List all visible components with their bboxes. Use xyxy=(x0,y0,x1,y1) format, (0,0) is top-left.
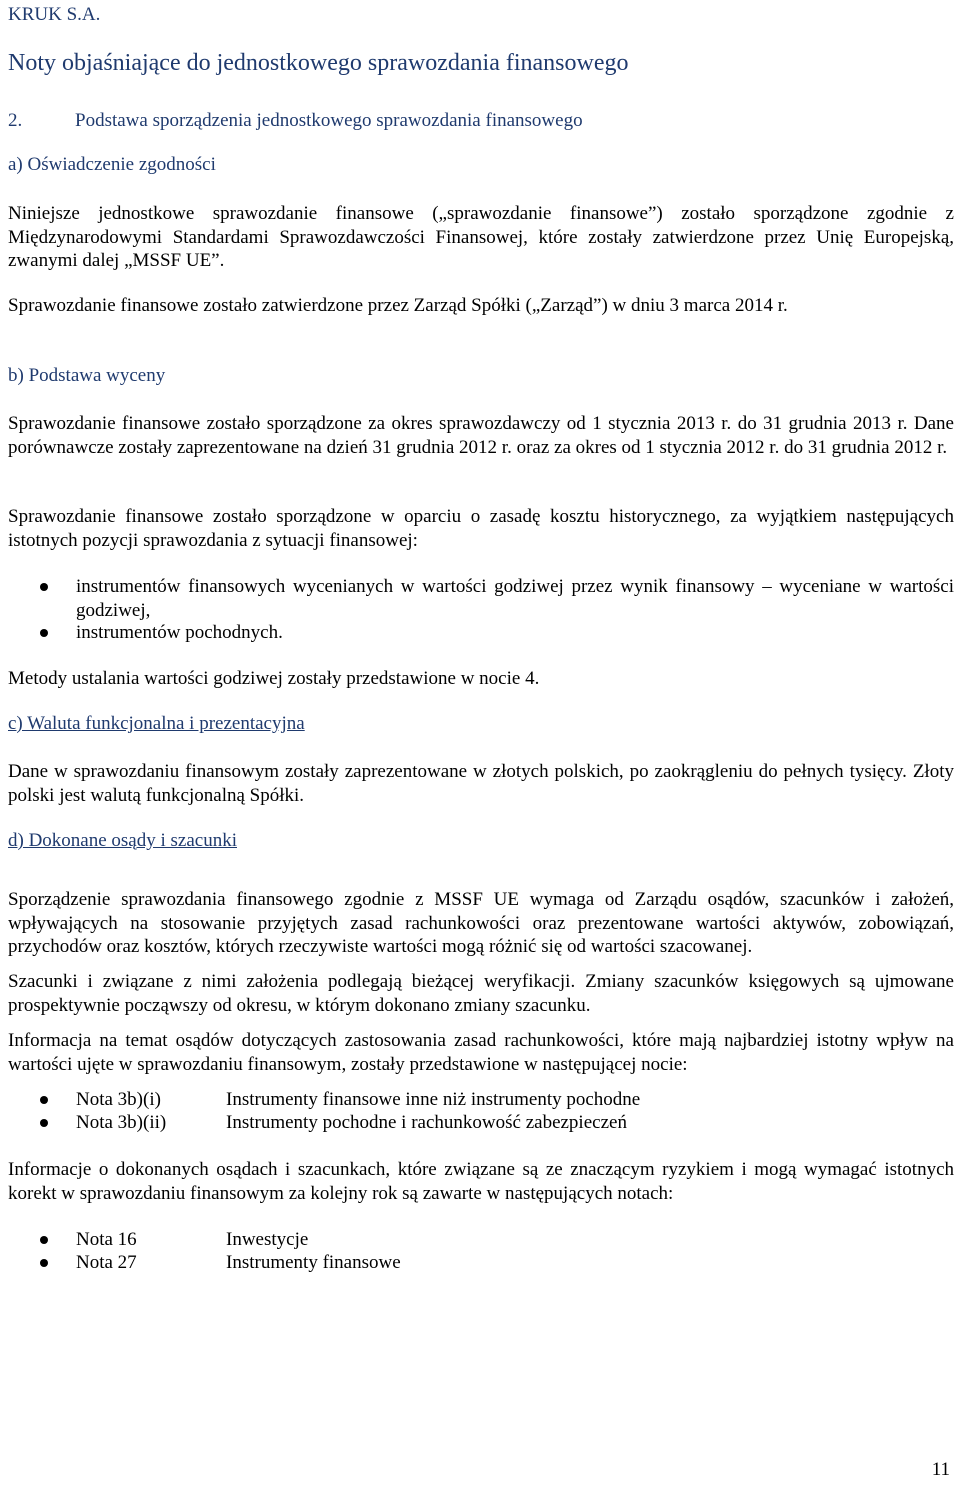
note-reference: Nota 3b)(ii) xyxy=(76,1112,167,1133)
section-title: Podstawa sporządzenia jednostkowego sprawozdania finansowego xyxy=(75,110,583,131)
heading-valuation-basis: b) Podstawa wyceny xyxy=(8,365,166,386)
list-item xyxy=(0,1251,960,1275)
list-item xyxy=(0,621,960,645)
note-description: Instrumenty pochodne i rachunkowość zabezpieczeń xyxy=(226,1112,627,1133)
bullet-icon xyxy=(40,583,48,591)
page-number: 11 xyxy=(931,1459,950,1480)
list-item xyxy=(0,1088,960,1112)
paragraph-compliance: Niniejsze jednostkowe sprawozdanie finansowe („sprawozdanie finansowe”) zostało sporządzone zgodnie z Międzynarodowymi Standardami Sprawozdawczości Finansowej, które zostały zatwierdzone przez Unię Europejską, zwanymi dalej „MSSF UE”. xyxy=(8,203,954,271)
list-item-text: instrumentów finansowych wycenianych w wartości godziwej przez wynik finansowy – wyceniane w wartości godziwej, xyxy=(76,576,954,621)
heading-compliance: a) Oświadczenie zgodności xyxy=(8,154,216,175)
bullet-icon xyxy=(40,1259,48,1267)
note-reference: Nota 3b)(i) xyxy=(76,1089,161,1110)
note-description: Instrumenty finansowe inne niż instrumenty pochodne xyxy=(226,1089,641,1110)
paragraph-estimates: Szacunki i związane z nimi założenia podlegają bieżącej weryfikacji. Zmiany szacunków księgowych są ujmowane prospektywnie począwszy od okresu, w którym dokonano zmiany szacunku. xyxy=(8,971,954,1016)
paragraph-reporting-period: Sprawozdanie finansowe zostało sporządzone za okres sprawozdawczy od 1 stycznia 2013 r. do 31 grudnia 2013 r. Dane porównawcze zostały zaprezentowane na dzień 31 grudnia 2012 r. oraz za okres od 1 stycznia 2012 r. do 31 grudnia 2012 r. xyxy=(8,413,954,458)
bullet-icon xyxy=(40,1096,48,1104)
company-name: KRUK S.A. xyxy=(8,4,101,25)
paragraph-significant-risk: Informacje o dokonanych osądach i szacunkach, które związane są ze znaczącym ryzykiem i mogą wymagać istotnych korekt w sprawozdaniu finansowym za kolejny rok są zawarte w następujących notach: xyxy=(8,1159,954,1204)
paragraph-approval: Sprawozdanie finansowe zostało zatwierdzone przez Zarząd Spółki („Zarząd”) w dniu 3 marca 2014 r. xyxy=(8,295,788,316)
paragraph-fair-value: Metody ustalania wartości godziwej zostały przedstawione w nocie 4. xyxy=(8,668,540,689)
note-description: Instrumenty finansowe xyxy=(226,1252,401,1273)
paragraph-historical-cost: Sprawozdanie finansowe zostało sporządzone w oparciu o zasadę kosztu historycznego, za wyjątkiem następujących istotnych pozycji sprawozdania z sytuacji finansowej: xyxy=(8,506,954,551)
bullet-icon xyxy=(40,1119,48,1127)
paragraph-accounting-policies: Informacja na temat osądów dotyczących zastosowania zasad rachunkowości, które mają najbardziej istotny wpływ na wartości ujęte w sprawozdaniu finansowym, zostały przedstawione w następującej nocie: xyxy=(8,1030,954,1075)
list-item-text: instrumentów pochodnych. xyxy=(76,622,283,643)
note-reference: Nota 16 xyxy=(76,1229,137,1250)
heading-currency: c) Waluta funkcjonalna i prezentacyjna xyxy=(8,713,305,734)
list-item xyxy=(0,1228,960,1252)
bullet-icon xyxy=(40,1236,48,1244)
list-item xyxy=(0,575,960,623)
heading-judgements: d) Dokonane osądy i szacunki xyxy=(8,830,237,851)
section-number: 2. xyxy=(8,110,23,131)
list-item xyxy=(0,1111,960,1135)
note-description: Inwestycje xyxy=(226,1229,309,1250)
document-title: Noty objaśniające do jednostkowego sprawozdania finansowego xyxy=(8,50,629,76)
paragraph-judgements: Sporządzenie sprawozdania finansowego zgodnie z MSSF UE wymaga od Zarządu osądów, szacunków i założeń, wpływających na stosowanie przyjętych zasad rachunkowości oraz prezentowane wartości aktywów, zobowiązań, przychodów oraz kosztów, których rzeczywiste wartości mogą różnić się od wartości szacowanej. xyxy=(8,889,954,957)
bullet-icon xyxy=(40,629,48,637)
note-reference: Nota 27 xyxy=(76,1252,137,1273)
paragraph-currency: Dane w sprawozdaniu finansowym zostały zaprezentowane w złotych polskich, po zaokrągleniu do pełnych tysięcy. Złoty polski jest walutą funkcjonalną Spółki. xyxy=(8,761,954,806)
